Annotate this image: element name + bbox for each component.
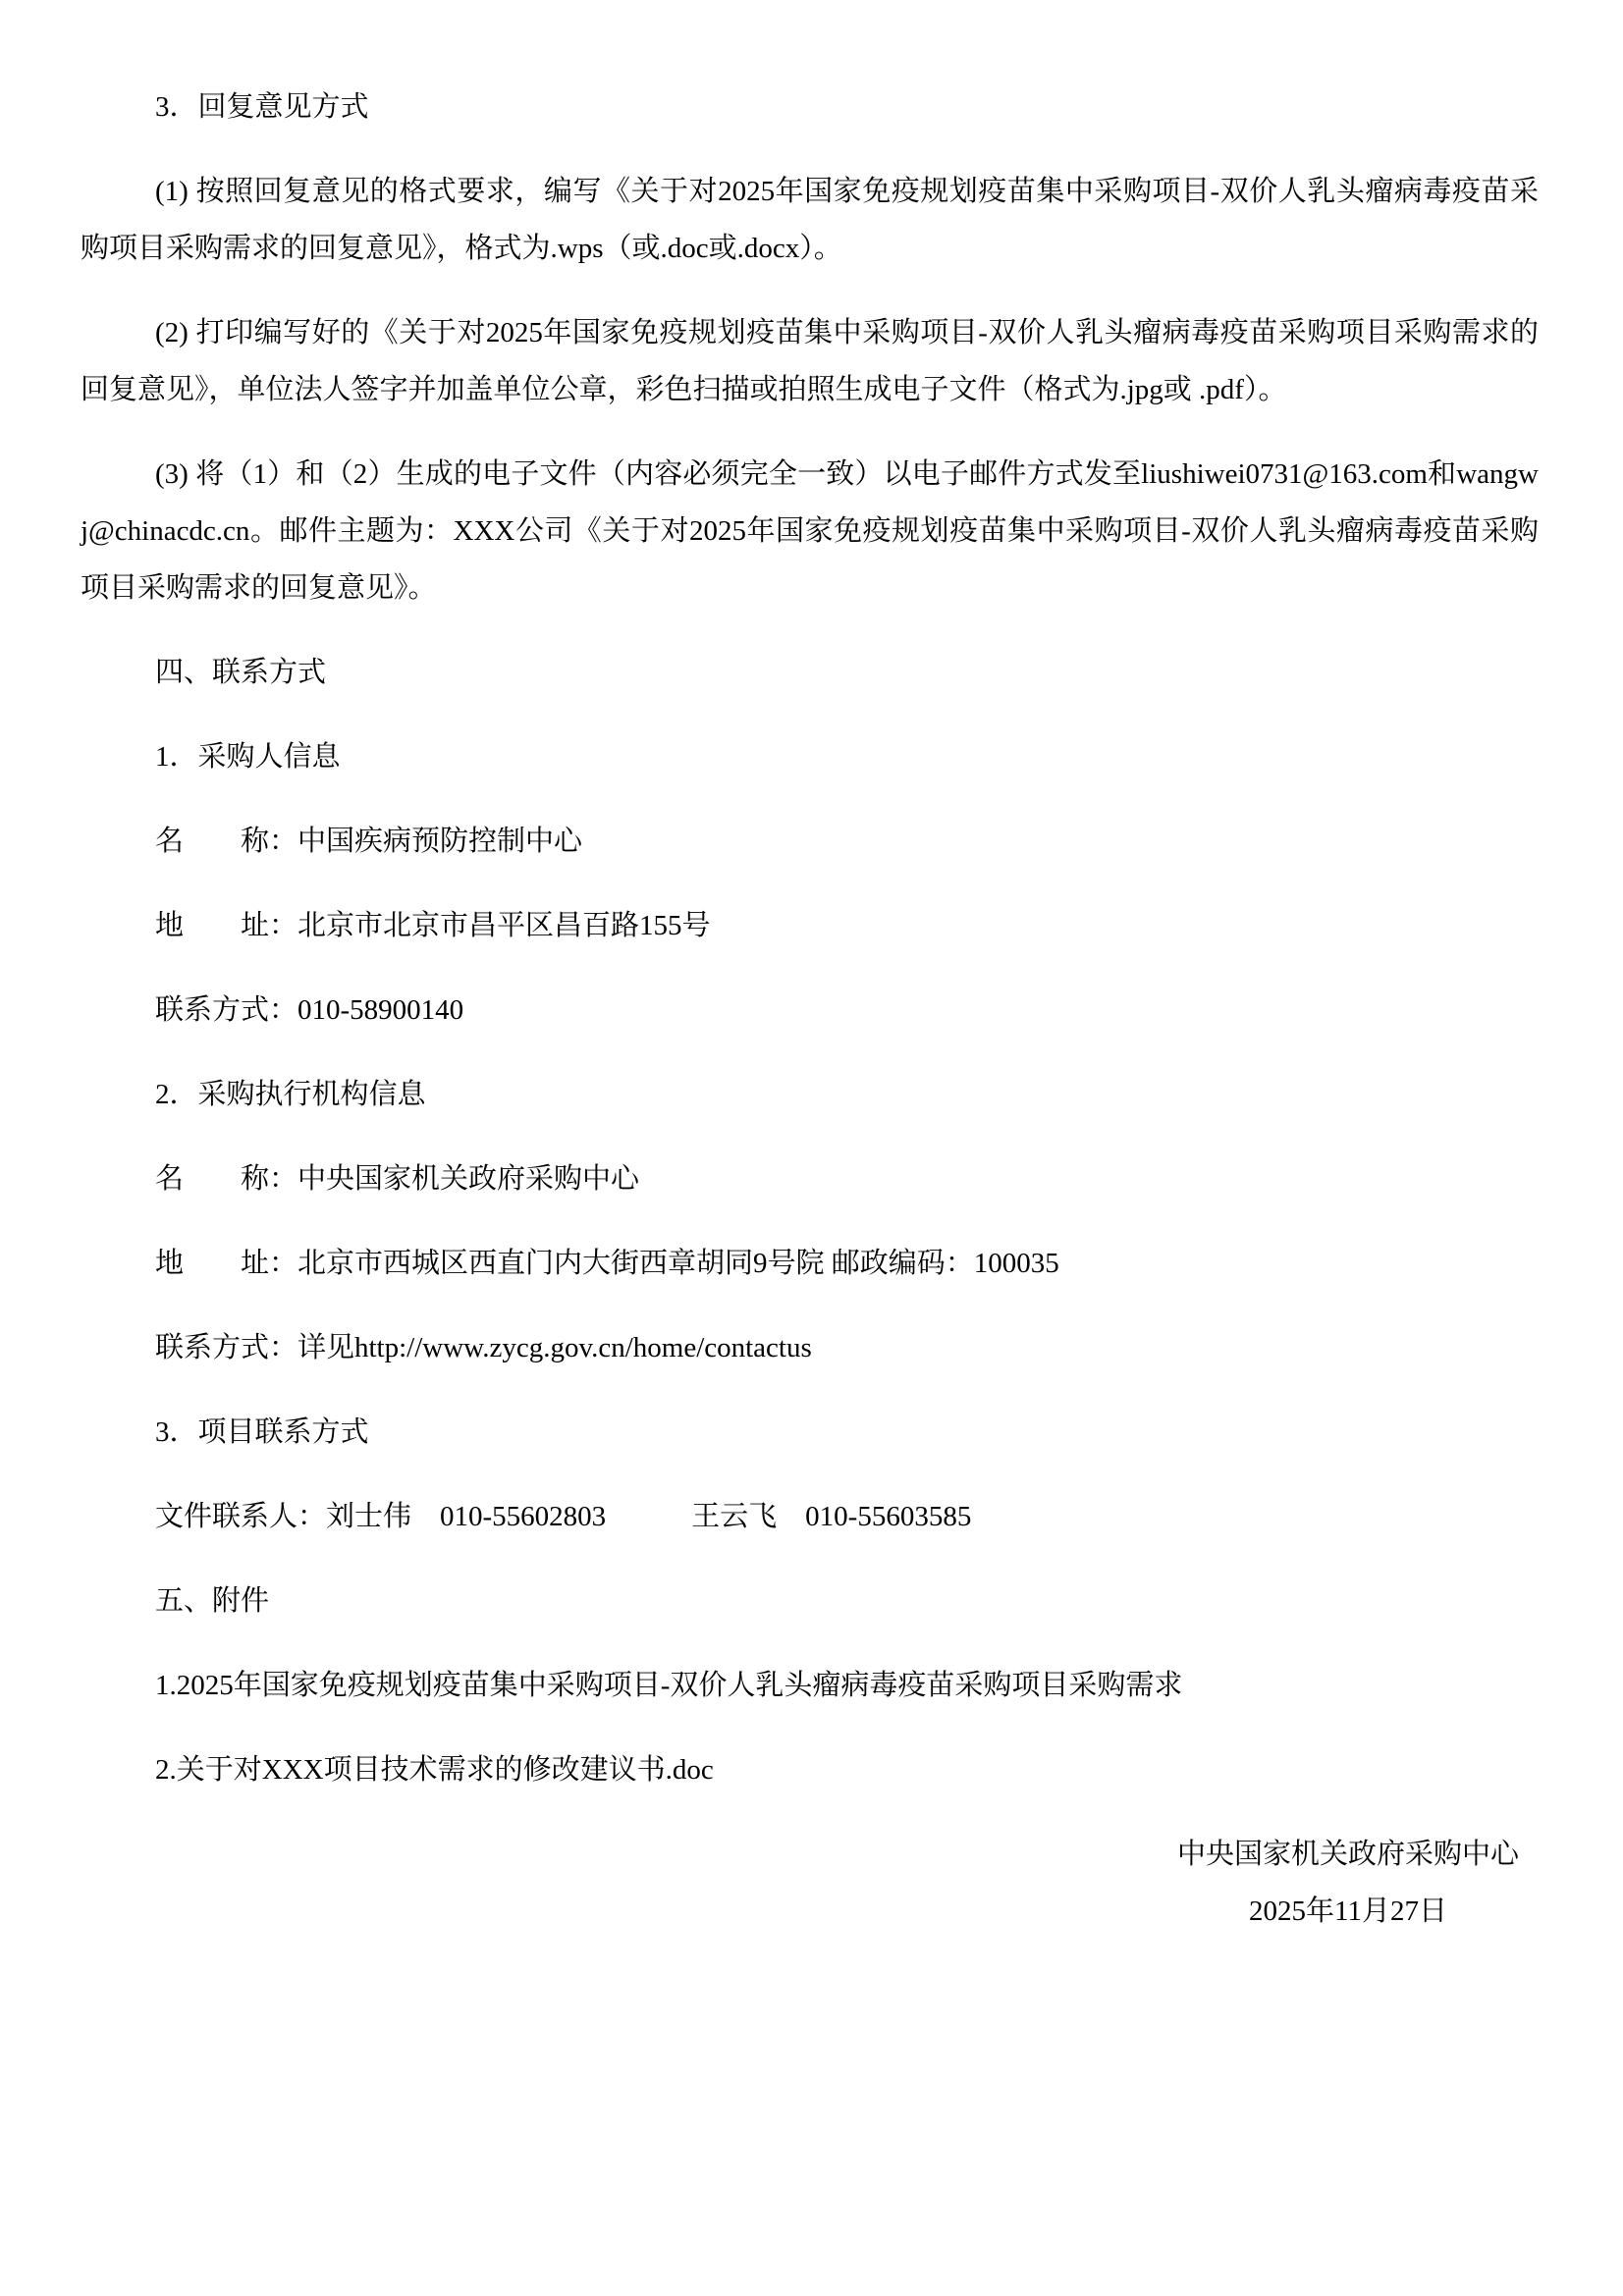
purchaser-info-heading: 1．采购人信息 (155, 741, 341, 773)
agency-name: 名 称：中央国家机关政府采购中心 (155, 1163, 640, 1195)
reply-item-3-email: (3) 将（1）和（2）生成的电子文件（内容必须完全一致）以电子邮件方式发至liushiwei0731@163.com和wangwj@chinacdc.cn。邮件主题为：XXX公司《关于对2025年国家免疫规划疫苗集中采购项目-双价人乳头瘤病毒疫苗采购项目采购需求的回复意见》。 (81, 458, 1539, 604)
section-attachments-heading: 五、附件 (155, 1585, 270, 1617)
attachment-item-2: 2.关于对XXX项目技术需求的修改建议书.doc (155, 1754, 714, 1786)
agency-info-heading: 2．采购执行机构信息 (155, 1079, 426, 1110)
section-contact-heading: 四、联系方式 (155, 657, 327, 688)
signature-date: 2025年11月27日 (1249, 1896, 1447, 1927)
agency-contact-url: 联系方式：详见http://www.zycg.gov.cn/home/contactus (155, 1332, 812, 1363)
attachment-item-1: 1.2025年国家免疫规划疫苗集中采购项目-双价人乳头瘤病毒疫苗采购项目采购需求 (155, 1670, 1183, 1701)
purchaser-address: 地 址：北京市北京市昌平区昌百路155号 (155, 910, 711, 941)
agency-address: 地 址：北京市西城区西直门内大街西章胡同9号院 邮政编码：100035 (155, 1248, 1059, 1279)
signature-org: 中央国家机关政府采购中心 (1176, 1839, 1519, 1870)
project-contact-heading: 3．项目联系方式 (155, 1416, 369, 1448)
signature-block (1175, 1826, 1521, 1940)
reply-item-1-format: (1) 按照回复意见的格式要求，编写《关于对2025年国家免疫规划疫苗集中采购项目-双价人乳头瘤病毒疫苗采购项目采购需求的回复意见》，格式为.wps（或.doc或.docx）。 (81, 176, 1539, 264)
purchaser-phone: 联系方式：010-58900140 (155, 994, 464, 1026)
reply-item-2-print-seal: (2) 打印编写好的《关于对2025年国家免疫规划疫苗集中采购项目-双价人乳头瘤病毒疫苗采购项目采购需求的回复意见》，单位法人签字并加盖单位公章，彩色扫描或拍照生成电子文件（格式为.jpg或 .pdf）。 (81, 317, 1539, 405)
reply-method-heading: 3．回复意见方式 (155, 91, 369, 123)
project-contact-persons: 文件联系人：刘士伟 010-55602803 王云飞 010-55603585 (155, 1501, 972, 1532)
purchaser-name: 名 称：中国疾病预防控制中心 (155, 826, 583, 857)
